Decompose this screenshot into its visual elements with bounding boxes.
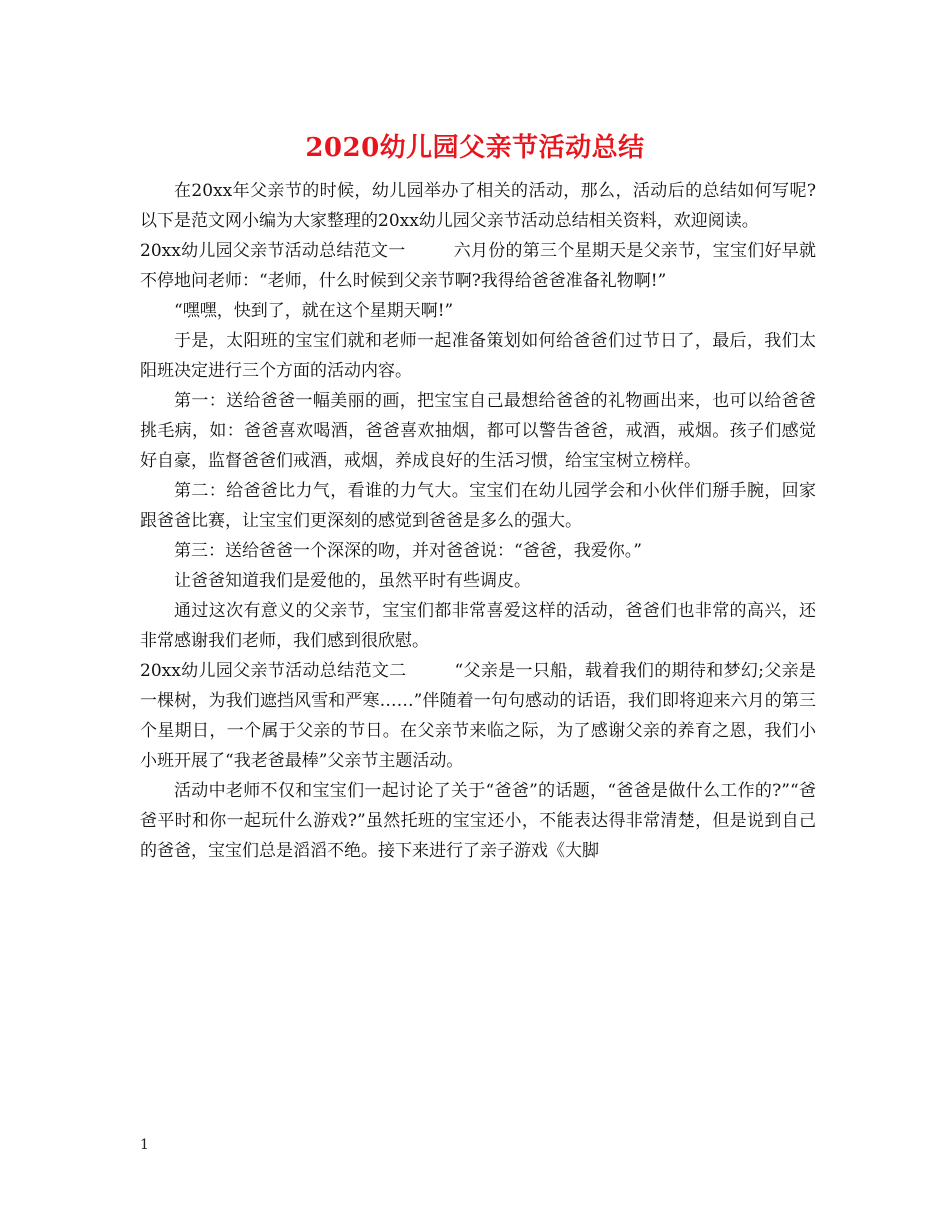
section-two-text: “父亲是一只船，载着我们的期待和梦幻;父亲是一棵树，为我们遮挡风雪和严寒……”伴随着一句句感动的话语，我们即将迎来六月的第三个星期日，一个属于父亲的节日。在父亲节来临之际，为了感谢父亲的养育之恩，我们小小班开展了“我老爸最棒”父亲节主题活动。 (140, 661, 816, 771)
section-one-heading: 20xx幼儿园父亲节活动总结范文一 (140, 241, 406, 261)
activity-discussion-paragraph: 活动中老师不仅和宝宝们一起讨论了关于“爸爸”的话题，“爸爸是做什么工作的?”“爸爸平时和你一起玩什么游戏?”虽然托班的宝宝还小，不能表达得非常清楚，但是说到自己的爸爸，宝宝们总是滔滔不绝。接下来进行了亲子游戏《大脚 (140, 781, 816, 861)
section-two-paragraph (140, 656, 816, 776)
page-number: 1 (140, 1137, 149, 1153)
section-one-text: 六月份的第三个星期天是父亲节，宝宝们好早就不停地问老师：“老师，什么时候到父亲节啊?我得给爸爸准备礼物啊!” (140, 241, 816, 291)
plan-paragraph: 于是，太阳班的宝宝们就和老师一起准备策划如何给爸爸们过节日了，最后，我们太阳班决定进行三个方面的活动内容。 (140, 331, 816, 381)
conclusion-paragraph: 通过这次有意义的父亲节，宝宝们都非常喜爱这样的活动，爸爸们也非常的高兴，还非常感谢我们老师，我们感到很欣慰。 (140, 601, 816, 651)
document-title: 2020幼儿园父亲节活动总结 (305, 133, 645, 163)
section-one-paragraph (140, 236, 816, 296)
intro-paragraph: 在20xx年父亲节的时候，幼儿园举办了相关的活动，那么，活动后的总结如何写呢?以下是范文网小编为大家整理的20xx幼儿园父亲节活动总结相关资料，欢迎阅读。 (140, 181, 816, 231)
first-activity-paragraph: 第一：送给爸爸一幅美丽的画，把宝宝自己最想给爸爸的礼物画出来，也可以给爸爸挑毛病，如：爸爸喜欢喝酒，爸爸喜欢抽烟，都可以警告爸爸，戒酒，戒烟。孩子们感觉好自豪，监督爸爸们戒酒，戒烟，养成良好的生活习惯，给宝宝树立榜样。 (140, 391, 816, 471)
section-two-heading: 20xx幼儿园父亲节活动总结范文二 (140, 661, 407, 681)
third-activity-paragraph: 第三：送给爸爸一个深深的吻，并对爸爸说：“爸爸，我爱你。” (174, 541, 642, 561)
love-paragraph: 让爸爸知道我们是爱他的，虽然平时有些调皮。 (174, 571, 531, 591)
quote-paragraph: “嘿嘿，快到了，就在这个星期天啊!” (174, 301, 454, 321)
document-body (140, 176, 816, 866)
second-activity-paragraph: 第二：给爸爸比力气，看谁的力气大。宝宝们在幼儿园学会和小伙伴们掰手腕，回家跟爸爸比赛，让宝宝们更深刻的感觉到爸爸是多么的强大。 (140, 481, 816, 531)
